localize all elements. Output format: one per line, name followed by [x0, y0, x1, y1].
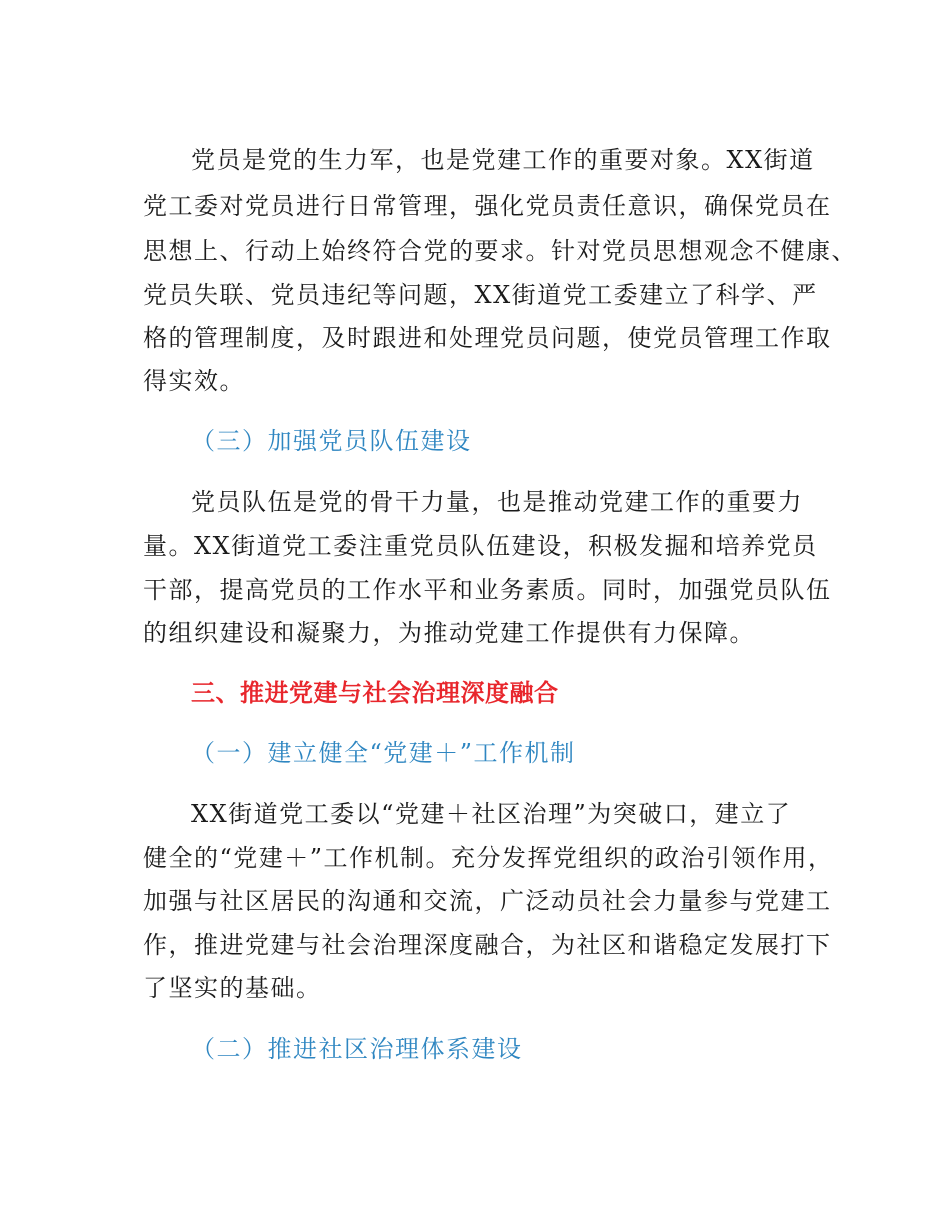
paragraph-1-line: 党工委对党员进行日常管理，强化党员责任意识，确保党员在 [143, 192, 832, 220]
paragraph-2-line: 干部，提高党员的工作水平和业务素质。同时，加强党员队伍 [143, 576, 832, 604]
paragraph-3-line: 健全的“党建＋”工作机制。充分发挥党组织的政治引领作用， [143, 844, 834, 872]
paragraph-3-line: 作，推进党建与社会治理深度融合，为社区和谐稳定发展打下 [143, 931, 832, 959]
paragraph-1-line: 党员是党的生力军，也是党建工作的重要对象。XX街道 [191, 146, 815, 174]
paragraph-1-line: 格的管理制度，及时跟进和处理党员问题，使党员管理工作取 [143, 324, 832, 352]
section-heading-3-1: （一）建立健全“党建＋”工作机制 [191, 739, 576, 767]
section-heading-3-2: （二）推进社区治理体系建设 [191, 1035, 523, 1063]
paragraph-1-line: 党员失联、党员违纪等问题，XX街道党工委建立了科学、严 [143, 281, 818, 309]
paragraph-2-line: 党员队伍是党的骨干力量，也是推动党建工作的重要力 [191, 488, 803, 516]
paragraph-2-line: 的组织建设和凝聚力，为推动党建工作提供有力保障。 [143, 619, 755, 647]
paragraph-2-line: 量。XX街道党工委注重党员队伍建设，积极发掘和培养党员 [143, 532, 818, 560]
section-heading-3-3: （三）加强党员队伍建设 [191, 427, 472, 455]
section-heading-2-3: 三、推进党建与社会治理深度融合 [191, 679, 559, 707]
paragraph-1-line: 思想上、行动上始终符合党的要求。针对党员思想观念不健康、 [143, 237, 857, 265]
paragraph-3-line: XX街道党工委以“党建＋社区治理”为突破口，建立了 [191, 800, 792, 828]
paragraph-1-line: 得实效。 [143, 367, 245, 395]
paragraph-3-line: 加强与社区居民的沟通和交流，广泛动员社会力量参与党建工 [143, 887, 832, 915]
paragraph-3-line: 了坚实的基础。 [143, 974, 322, 1002]
